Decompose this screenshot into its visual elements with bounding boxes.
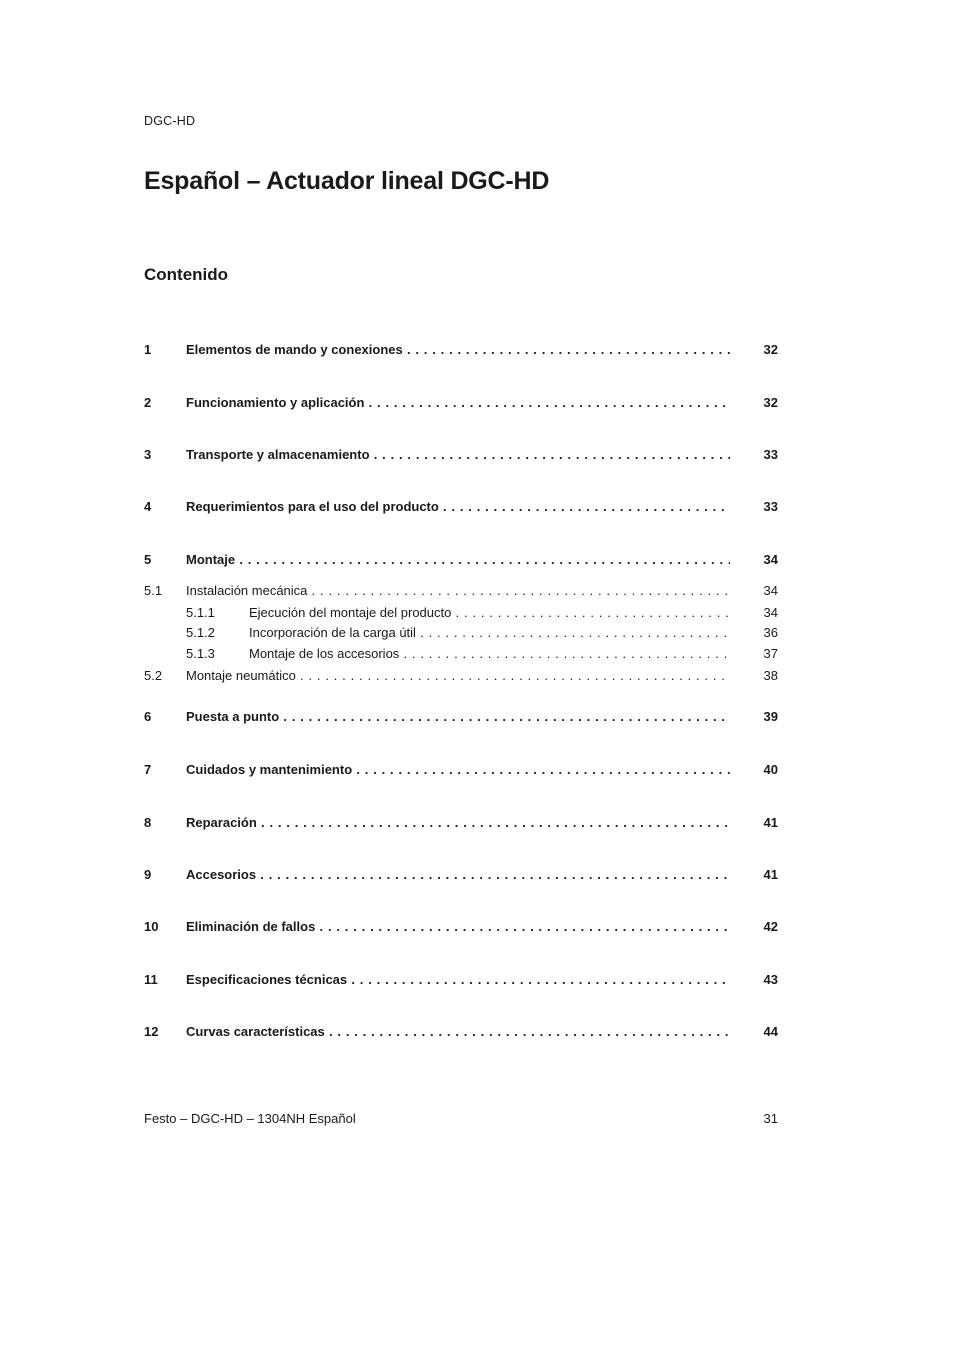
toc-entry-title: Montaje de los accesorios . . . (249, 644, 730, 664)
toc-entry-number: 5 (144, 552, 152, 567)
toc-entry-number: 6 (144, 709, 152, 724)
toc-entry-page: 42 (763, 919, 778, 934)
toc-entry[interactable] (144, 970, 778, 990)
toc-entry-title: Transporte y almacenamiento . . . (186, 445, 730, 465)
toc-entry[interactable] (144, 813, 778, 833)
toc-entry-title: Requerimientos para el uso del producto . . . (186, 497, 730, 517)
toc-entry-number: 5.1.1 (186, 605, 215, 620)
toc-entry-number: 8 (144, 815, 152, 830)
toc-entry-title: Eliminación de fallos . . . (186, 917, 730, 937)
footer-page-number: 31 (763, 1111, 778, 1126)
toc-entry-title: Incorporación de la carga útil . . . (249, 623, 730, 643)
toc-entry-number: 10 (144, 919, 159, 934)
toc-entry-page: 32 (763, 395, 778, 410)
toc-entry[interactable] (144, 760, 778, 780)
toc-entry-title: Reparación . . . (186, 813, 730, 833)
toc-entry-title: Montaje neumático . . . (186, 666, 730, 686)
toc-entry-page: 43 (763, 972, 778, 987)
toc-entry-number: 5.1.3 (186, 646, 215, 661)
toc-entry-title: Funcionamiento y aplicación . . . (186, 393, 730, 413)
toc-entry-page: 34 (763, 605, 778, 620)
toc-entry-page: 41 (763, 867, 778, 882)
toc-entry-number: 11 (144, 972, 158, 987)
toc-entry-title: Accesorios . . . (186, 865, 730, 885)
toc-subentry[interactable] (144, 603, 778, 623)
toc-entry-number: 5.2 (144, 668, 163, 683)
toc-entry[interactable] (144, 917, 778, 937)
toc-subentry[interactable] (144, 623, 778, 643)
toc-entry-title: Cuidados y mantenimiento . . . (186, 760, 730, 780)
toc-entry-page: 37 (763, 646, 778, 661)
toc-entry-title: Elementos de mando y conexiones . . . (186, 340, 730, 360)
document-header-code: DGC-HD (144, 114, 196, 128)
toc-entry-page: 38 (763, 668, 778, 683)
toc-entry-page: 41 (763, 815, 778, 830)
toc-entry-number: 4 (144, 499, 152, 514)
toc-entry-page: 44 (763, 1024, 778, 1039)
toc-entry-page: 32 (763, 342, 778, 357)
toc-entry[interactable] (144, 550, 778, 570)
toc-entry-number: 5.1.2 (186, 625, 215, 640)
toc-entry-page: 33 (763, 447, 778, 462)
toc-entry-title: Curvas características . . . (186, 1022, 730, 1042)
toc-heading: Contenido (144, 265, 229, 284)
toc-entry[interactable] (144, 497, 778, 517)
toc-entry[interactable] (144, 445, 778, 465)
toc-entry-title: Montaje . . . (186, 550, 730, 570)
toc-entry-title: Instalación mecánica . . . (186, 581, 730, 601)
toc-entry[interactable] (144, 1022, 778, 1042)
toc-entry-page: 33 (763, 499, 778, 514)
toc-entry[interactable] (144, 865, 778, 885)
toc-entry-number: 9 (144, 867, 152, 882)
toc-entry-number: 2 (144, 395, 152, 410)
page-title: Español – Actuador lineal DGC-HD (144, 167, 550, 195)
toc-entry-number: 7 (144, 762, 152, 777)
toc-entry[interactable] (144, 707, 778, 727)
toc-entry-number: 3 (144, 447, 152, 462)
toc-subentry[interactable] (144, 644, 778, 664)
toc-entry-number: 12 (144, 1024, 159, 1039)
toc-subentry[interactable] (144, 666, 778, 686)
toc-entry-page: 39 (763, 709, 778, 724)
footer-document-info: Festo – DGC-HD – 1304NH Español (144, 1111, 356, 1126)
toc-entry-number: 5.1 (144, 583, 163, 598)
toc-entry-title: Especificaciones técnicas . . . (186, 970, 730, 990)
toc-entry-page: 40 (763, 762, 778, 777)
toc-entry-page: 34 (763, 583, 778, 598)
toc-entry-number: 1 (144, 342, 152, 357)
toc-entry-title: Puesta a punto . . . (186, 707, 730, 727)
toc-subentry[interactable] (144, 581, 778, 601)
toc-entry-title: Ejecución del montaje del producto . . . (249, 603, 730, 623)
toc-entry[interactable] (144, 393, 778, 413)
toc-entry-page: 34 (763, 552, 778, 567)
toc-entry[interactable] (144, 340, 778, 360)
toc-entry-page: 36 (763, 625, 778, 640)
